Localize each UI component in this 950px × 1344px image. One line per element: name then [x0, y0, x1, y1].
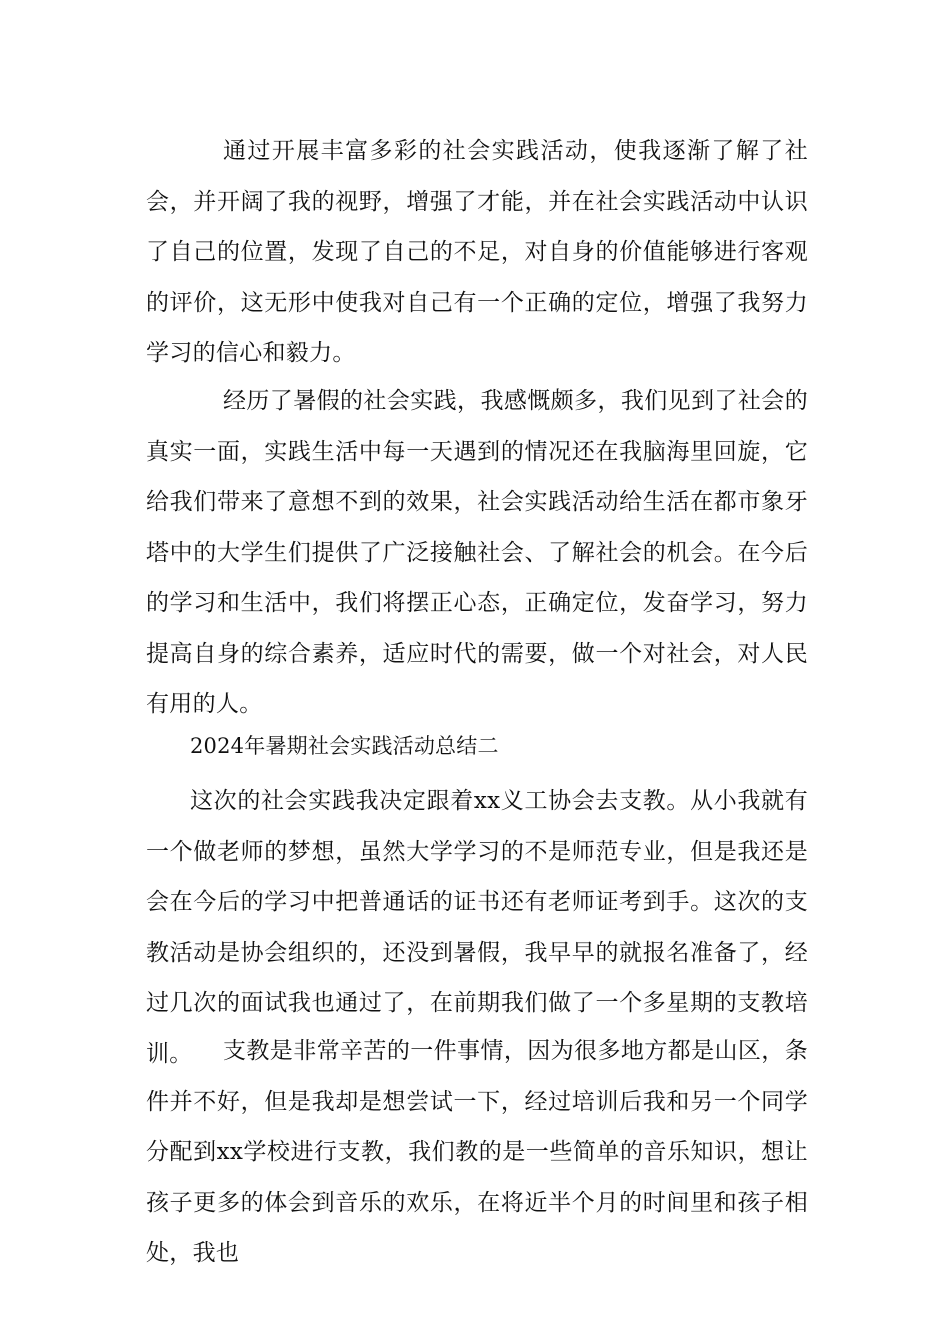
- section-title: 2024年暑期社会实践活动总结二: [190, 734, 499, 758]
- paragraph-1: 通过开展丰富多彩的社会实践活动，使我逐渐了解了社会，并开阔了我的视野，增强了才能，并在社会实践活动中认识了自己的位置，发现了自己的不足，对自身的价值能够进行客观的评价，这无形中使我对自己有一个正确的定位，增强了我努力学习的信心和毅力。: [146, 138, 808, 366]
- paragraph-2: 经历了暑假的社会实践，我感慨颇多，我们见到了社会的真实一面，实践生活中每一天遇到的情况还在我脑海里回旋，它给我们带来了意想不到的效果，社会实践活动给生活在都市象牙塔中的大学生们提供了广泛接触社会、了解社会的机会。在今后的学习和生活中，我们将摆正心态，正确定位，发奋学习，努力提高自身的综合素养，适应时代的需要，做一个对社会，对人民有用的人。: [146, 388, 808, 717]
- paragraph-4: 支教是非常辛苦的一件事情，因为很多地方都是山区，条件并不好，但是我却是想尝试一下，经过培训后我和另一个同学分配到xx学校进行支教，我们教的是一些简单的音乐知识，想让孩子更多的体会到音乐的欢乐，在将近半个月的时间里和孩子相处，我也: [146, 1038, 808, 1266]
- paragraph-3: 这次的社会实践我决定跟着xx义工协会去支教。从小我就有一个做老师的梦想，虽然大学学习的不是师范专业，但是我还是会在今后的学习中把普通话的证书还有老师证考到手。这次的支教活动是协会组织的，还没到暑假，我早早的就报名准备了，经过几次的面试我也通过了，在前期我们做了一个多星期的支教培训。: [146, 788, 808, 1067]
